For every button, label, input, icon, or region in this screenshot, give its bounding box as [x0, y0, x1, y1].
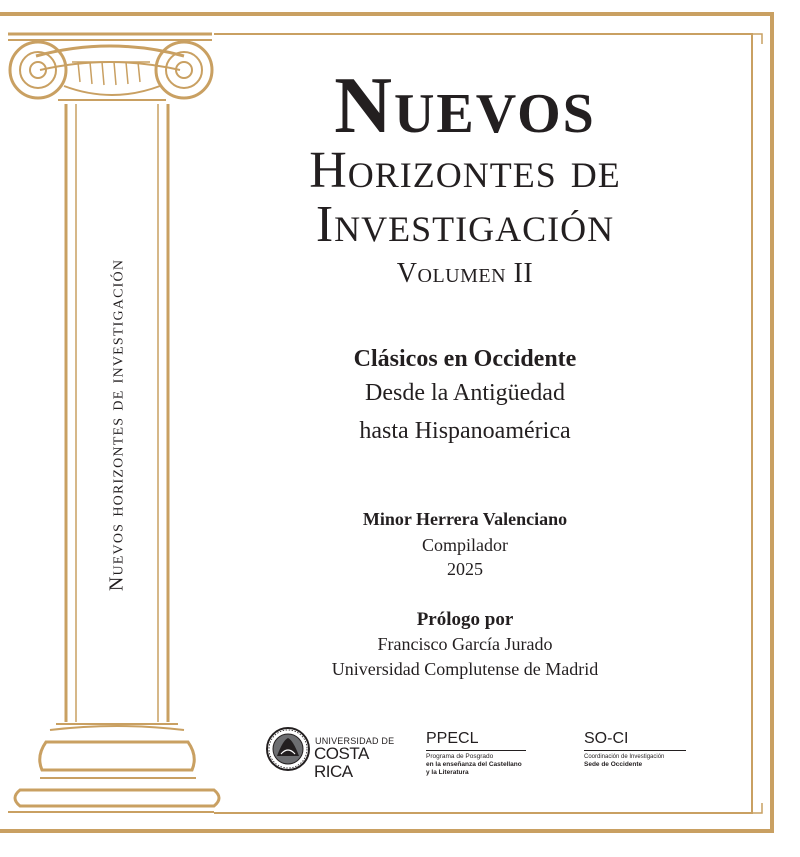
title-line-2: Horizontes de [309, 142, 621, 199]
title-line-1: Nuevos [334, 62, 596, 150]
ionic-column-capital [8, 34, 212, 100]
ucr-logo [265, 726, 395, 781]
ionic-column-base [8, 724, 219, 812]
prologue-author: Francisco García Jurado [377, 634, 553, 654]
subtitle-heading: Clásicos en Occidente [353, 346, 577, 372]
ppecl-logo-desc-3: y la Literatura [426, 769, 469, 776]
soci-logo [584, 731, 704, 769]
ucr-logo-line-1: UNIVERSIDAD DE [315, 736, 395, 746]
soci-logo-rule [584, 750, 686, 751]
soci-logo-desc-1: Coordinación de Investigación [584, 754, 665, 760]
subtitle-line-1: Desde la Antigüedad [365, 380, 565, 406]
prologue-label: Prólogo por [416, 609, 514, 630]
soci-logo-desc-2: Sede de Occidente [584, 761, 643, 768]
soci-logo-name: SO-CI [584, 730, 629, 747]
ppecl-logo-name: PPECL [426, 730, 479, 747]
author-name: Minor Herrera Valenciano [362, 509, 568, 529]
ppecl-logo [426, 731, 566, 777]
subtitle-line-2: hasta Hispanoamérica [359, 418, 571, 444]
spine-title: Nuevos horizontes de investigación [105, 258, 128, 592]
ucr-logo-line-2: COSTA RICA [314, 744, 368, 781]
publication-year: 2025 [447, 559, 483, 579]
prologue-institution: Universidad Complutense de Madrid [331, 659, 599, 679]
ppecl-logo-desc-2: en la enseñanza del Castellano [426, 761, 522, 768]
ppecl-logo-rule [426, 750, 526, 751]
volume-label: Volumen II [396, 258, 534, 289]
ppecl-logo-desc-1: Programa de Posgrado [426, 753, 494, 760]
author-role: Compilador [422, 535, 508, 555]
university-seal-icon [265, 726, 311, 772]
title-line-3: Investigación [315, 196, 615, 253]
